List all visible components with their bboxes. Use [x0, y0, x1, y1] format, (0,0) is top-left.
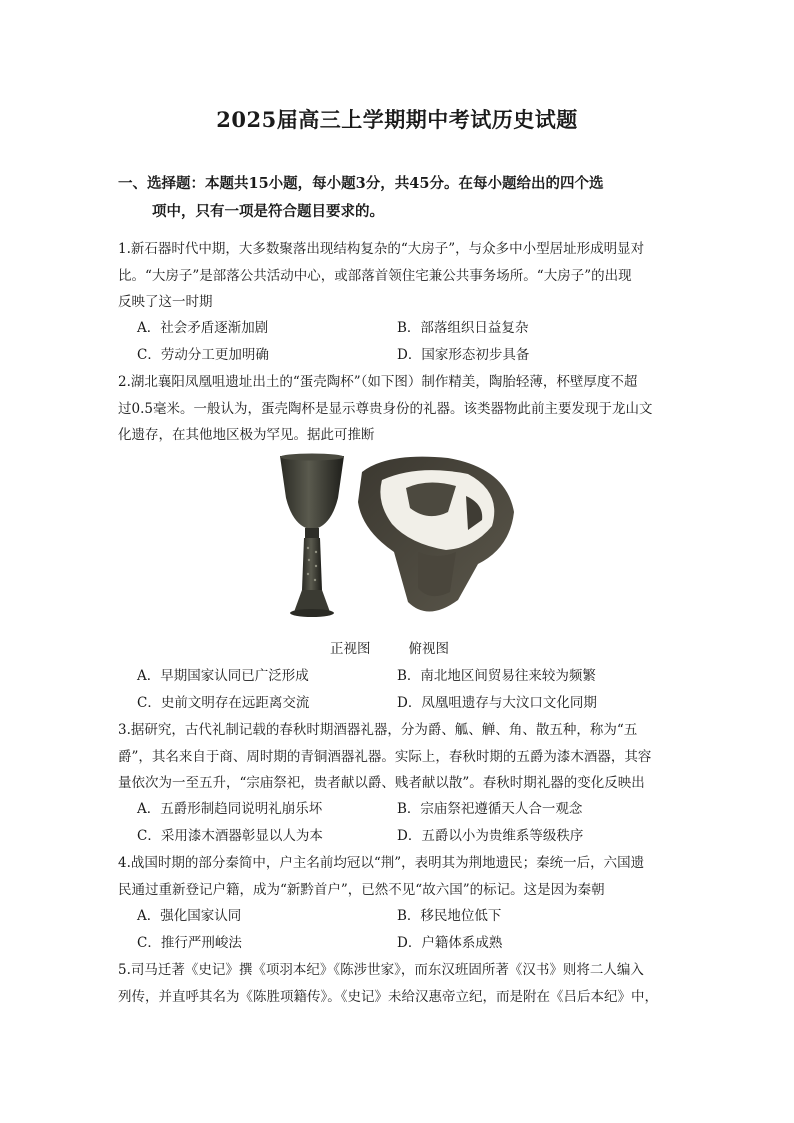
question-3-line-1: 3.据研究，古代礼制记载的春秋时期酒器礼器，分为爵、觚、觯、角、散五种，称为“五	[118, 722, 638, 738]
question-1-option-b[interactable]: B．部落组织日益复杂	[397, 320, 529, 336]
question-1-options	[137, 315, 677, 369]
question-3-line-2: 爵”，其名来自于商、周时期的青铜酒器礼器。实际上，春秋时期的五爵为漆木酒器，其容	[118, 748, 652, 765]
section-heading-line-1: 一、选择题：本题共15小题，每小题3分，共45分。在每小题给出的四个选	[118, 175, 604, 192]
section-heading-line-2: 项中，只有一项是符合题目要求的。	[152, 203, 384, 220]
question-1-stem	[118, 236, 690, 316]
question-1-option-c[interactable]: C．劳动分工更加明确	[137, 347, 269, 363]
question-2-line-3: 化遗存，在其他地区极为罕见。据此可推断	[118, 427, 375, 443]
question-4-options	[137, 903, 677, 957]
question-1-option-d[interactable]: D．国家形态初步具备	[397, 347, 530, 363]
eggshell-cup-image	[278, 452, 518, 624]
question-3-options	[137, 796, 677, 850]
question-2-option-d[interactable]: D．凤凰咀遗存与大汶口文化同期	[397, 695, 597, 711]
question-1-line-3: 反映了这一时期	[118, 294, 213, 310]
top-view-bowl	[358, 457, 514, 612]
question-2-options	[137, 663, 677, 717]
question-3-line-3: 量依次为一至五升，“宗庙祭祀，贵者献以爵、贱者献以散”。春秋时期礼器的变化反映出	[118, 775, 645, 791]
question-1-line-1: 1.新石器时代中期，大多数聚落出现结构复杂的“大房子”，与众多中小型居址形成明显对	[118, 241, 645, 257]
question-2-option-b[interactable]: B．南北地区间贸易往来较为频繁	[397, 668, 596, 684]
question-2-line-1: 2.湖北襄阳凤凰咀遗址出土的“蛋壳陶杯”（如下图）制作精美，陶胎轻薄，杯壁厚度不超	[118, 374, 638, 390]
question-5-line-2: 列传，并直呼其名为《陈胜项籍传》。《史记》未给汉惠帝立纪，而是附在《吕后本纪》中，	[118, 988, 658, 1005]
question-2-option-c[interactable]: C．史前文明存在远距离交流	[137, 695, 310, 711]
question-4-option-c[interactable]: C．推行严刑峻法	[137, 935, 242, 951]
question-1-line-2: 比。“大房子”是部落公共活动中心，或部落首领住宅兼公共事务场所。“大房子”的出现	[118, 267, 632, 284]
front-view-cup	[280, 454, 344, 618]
question-2-option-a[interactable]: A．早期国家认同已广泛形成	[137, 668, 309, 684]
question-4-option-b[interactable]: B．移民地位低下	[397, 908, 502, 924]
question-4-option-d[interactable]: D．户籍体系成熟	[397, 935, 503, 951]
top-view-caption: 俯视图	[408, 641, 449, 657]
question-3-option-c[interactable]: C．采用漆木酒器彰显以人为本	[137, 828, 323, 844]
question-2-stem	[118, 369, 690, 449]
section-heading	[118, 170, 698, 226]
question-4-option-a[interactable]: A．强化国家认同	[137, 908, 242, 924]
question-4-line-2: 民通过重新登记户籍，成为“新黔首户”，已然不见“故六国”的标记。这是因为秦朝	[118, 881, 605, 898]
question-4-line-1: 4.战国时期的部分秦简中，户主名前均冠以“荆”，表明其为荆地遗民；秦统一后，六国遗	[118, 855, 645, 871]
front-view-caption: 正视图	[330, 641, 371, 657]
question-3-option-a[interactable]: A．五爵形制趋同说明礼崩乐坏	[137, 801, 323, 817]
page-title: 2025届高三上学期期中考试历史试题	[216, 107, 578, 132]
figure-captions	[330, 637, 449, 657]
eggshell-cup-figure	[278, 452, 518, 624]
question-5-stem	[118, 957, 690, 1010]
question-3-option-d[interactable]: D．五爵以小为贵维系等级秩序	[397, 828, 584, 844]
question-4-stem	[118, 850, 690, 903]
question-3-stem	[118, 717, 690, 797]
question-2-line-2: 过0.5毫米。一般认为，蛋壳陶杯是显示尊贵身份的礼器。该类器物此前主要发现于龙山文	[118, 400, 653, 417]
question-1-option-a[interactable]: A．社会矛盾逐渐加剧	[137, 320, 269, 336]
question-3-option-b[interactable]: B．宗庙祭祀遵循天人合一观念	[397, 801, 583, 817]
question-5-line-1: 5.司马迁著《史记》撰《项羽本纪》《陈涉世家》，而东汉班固所著《汉书》则将二人编入	[118, 962, 644, 978]
